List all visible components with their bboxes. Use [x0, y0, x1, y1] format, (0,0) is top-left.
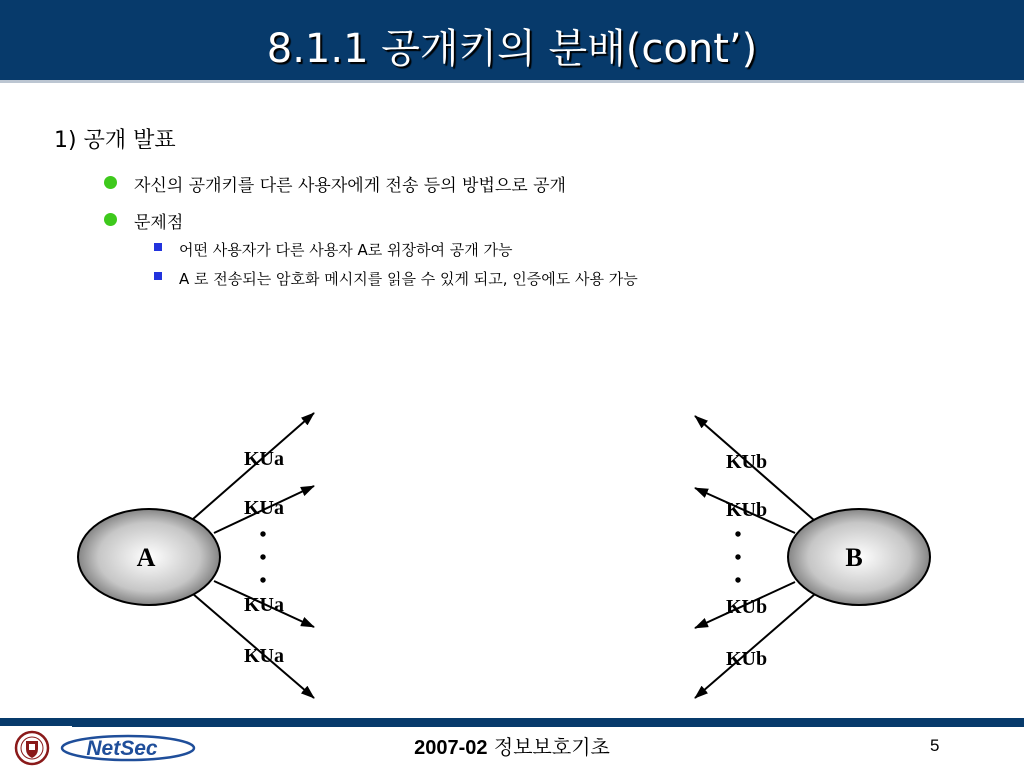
green-bullet-icon — [104, 176, 117, 189]
node-a-group — [78, 413, 314, 698]
node-b-group — [695, 416, 930, 698]
blue-square-bullet-icon — [154, 272, 162, 280]
bullet-text: 자신의 공개키를 다른 사용자에게 전송 등의 방법으로 공개 — [134, 176, 566, 196]
key-label-b: KUb — [726, 596, 768, 618]
bullet-text: 문제점 — [134, 213, 184, 233]
key-label-b: KUb — [726, 451, 768, 473]
title-divider — [0, 80, 1024, 83]
footer-bar — [0, 718, 1024, 727]
key-label-a: KUa — [244, 594, 284, 616]
node-b-label: B — [845, 543, 863, 572]
footer-course-label — [0, 731, 1024, 760]
ellipsis-dot: • — [259, 524, 267, 546]
key-label-a: KUa — [244, 448, 284, 470]
page-number: 5 — [930, 736, 940, 755]
sub-bullet-text: A 로 전송되는 암호화 메시지를 읽을 수 있게 되고, 인증에도 사용 가능 — [179, 270, 638, 288]
green-bullet-icon — [104, 213, 117, 226]
ellipsis-dot: • — [734, 570, 742, 592]
ellipsis-dot: • — [734, 524, 742, 546]
blue-square-bullet-icon — [154, 243, 162, 251]
key-label-b: KUb — [726, 499, 768, 521]
slide-title: 8.1.1 공개키의 분배(cont’) — [266, 26, 758, 72]
node-a-label: A — [136, 543, 156, 572]
footer-year: 2007-02 — [414, 737, 488, 759]
key-label-a: KUa — [244, 497, 284, 519]
ellipsis-dot: • — [259, 547, 267, 569]
key-label-a: KUa — [244, 645, 284, 667]
ellipsis-dot: • — [734, 547, 742, 569]
section-heading: 1) 공개 발표 — [54, 128, 176, 153]
sub-bullet-text: 어떤 사용자가 다른 사용자 A로 위장하여 공개 가능 — [179, 241, 513, 259]
ellipsis-dot: • — [259, 570, 267, 592]
key-distribution-diagram — [0, 395, 1024, 715]
key-label-b: KUb — [726, 648, 768, 670]
footer-course: 정보보호기초 — [493, 735, 610, 759]
netsec-logo-text: NetSec — [86, 737, 158, 760]
